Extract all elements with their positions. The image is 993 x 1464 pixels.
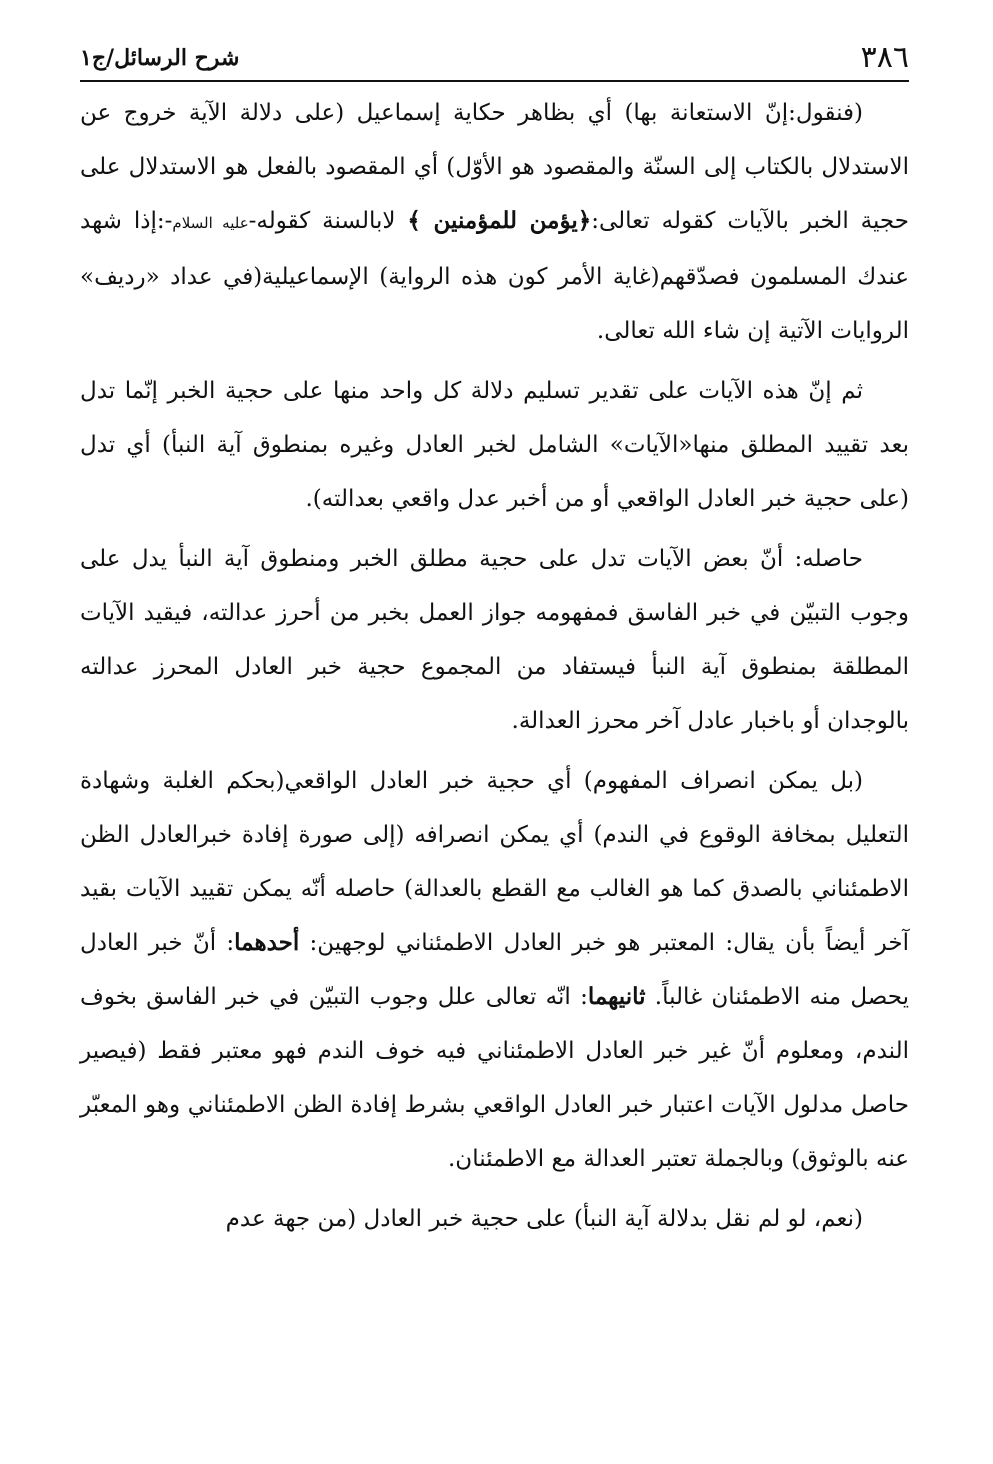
paragraph-1-text-b: لابالسنة كقوله-	[248, 208, 408, 234]
paragraph-1-text-a: (فنقول:إنّ الاستعانة بها) أي بظاهر حكاية إسماعيل (على دلالة الآية خروج عن الاستدلال بالكتاب إلى السنّة والمقصود هو الأوّل) أي المقصود بالفعل هو الاستدلال على حجية الخبر بالآيات كقوله تعالى:	[80, 100, 909, 234]
page-body	[80, 86, 909, 1252]
quranic-verse: ﴿يؤمن للمؤمنين ﴾	[407, 207, 592, 234]
paragraph-4-text-a: (بل يمكن انصراف المفهوم) أي حجية خبر العادل الواقعي(بحكم الغلبة وشهادة التعليل بمخافة الوقوع في الندم) أي يمكن انصرافه (إلى صورة إفادة خبرالعادل الظن الاطمئناني بالصدق كما هو الغالب مع القطع بالعدالة) حاصله أنّه يمكن تقييد الآيات بقيد آخر أيضاً بأن يقال: المعتبر هو خبر العادل الاطمئناني لوجهين:	[80, 768, 909, 956]
term-first: أحدهما	[234, 929, 300, 956]
running-title: شرح الرسائل/ج١	[80, 45, 240, 71]
paragraph-2: ثم إنّ هذه الآيات على تقدير تسليم دلالة كل واحد منها على حجية الخبر إنّما تدل بعد تقييد المطلق منها«الآيات» الشامل لخبر العادل وغيره بمنطوق آية النبأ) أي تدل (على حجية خبر العادل الواقعي أو من أخبر عدل واقعي بعدالته).	[80, 378, 909, 512]
page-number: ٣٨٦	[860, 40, 909, 75]
paragraph-1-text-c: -:إذا شهد عندك المسلمون فصدّقهم(غاية الأمر كون هذه الرواية) الإسماعيلية(في عداد «رديف» الروايات الآتية إن شاء الله تعالى.	[80, 208, 909, 344]
page-header	[80, 34, 909, 82]
paragraph-4-text-c: : انّه تعالى علل وجوب التبيّن في خبر الفاسق بخوف الندم، ومعلوم أنّ غير خبر العادل الاطمئناني فيه خوف الندم فهو معتبر فقط (فيصير حاصل مدلول الآيات اعتبار خبر العادل الواقعي بشرط إفادة الظن الاطمئناني وهو المعبّر عنه بالوثوق) وبالجملة تعتبر العدالة مع الاطمئنان.	[80, 984, 909, 1172]
paragraph-3: حاصله: أنّ بعض الآيات تدل على حجية مطلق الخبر ومنطوق آية النبأ يدل على وجوب التبيّن في خبر الفاسق فمفهومه جواز العمل بخبر من أحرز عدالته، فيقيد الآيات المطلقة بمنطوق آية النبأ فيستفاد من المجموع حجية خبر العادل المحرز عدالته بالوجدان أو باخبار عادل آخر محرز العدالة.	[80, 546, 909, 734]
paragraph-1	[80, 86, 909, 358]
term-second: ثانيهما	[587, 983, 646, 1010]
paragraph-5: (نعم، لو لم نقل بدلالة آية النبأ) على حجية خبر العادل (من جهة عدم	[225, 1206, 863, 1232]
paragraph-4	[80, 754, 909, 1186]
paragraph-4-text-b: : أنّ خبر العادل يحصل منه الاطمئنان غالباً.	[80, 930, 910, 1010]
honorific-phrase: عليه السلام	[172, 214, 249, 232]
